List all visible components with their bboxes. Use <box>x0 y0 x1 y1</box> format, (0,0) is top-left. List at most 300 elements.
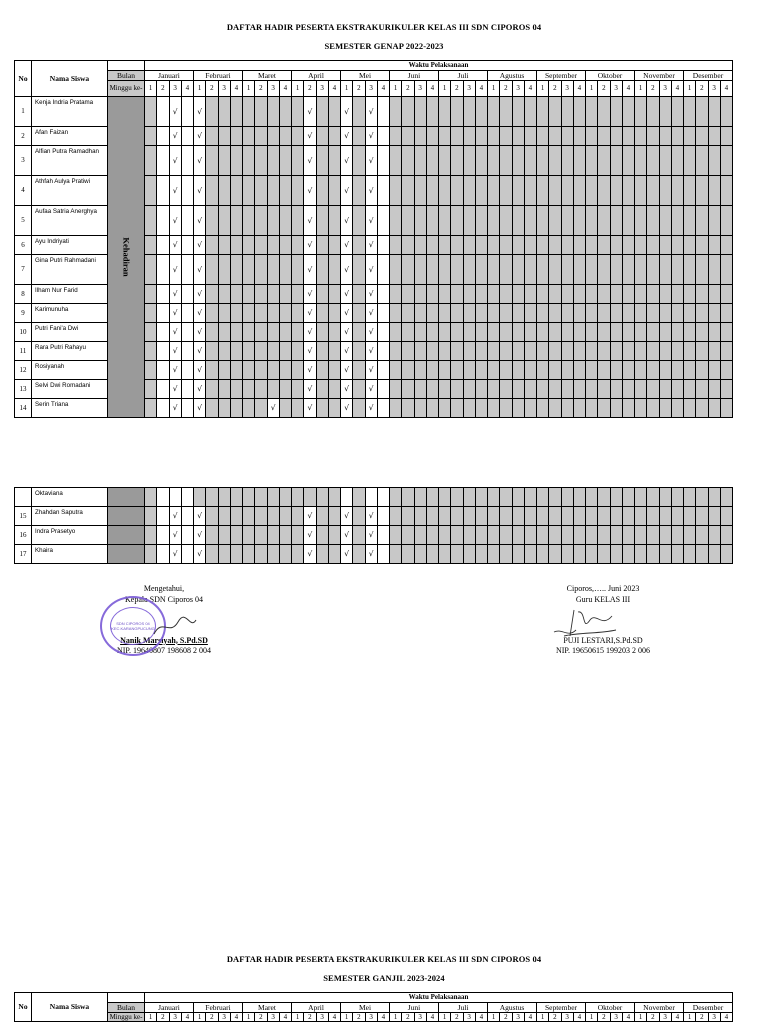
attendance-cell <box>292 97 304 127</box>
attendance-cell <box>549 176 561 206</box>
check-mark: √ <box>307 215 313 225</box>
attendance-cell <box>635 399 647 418</box>
attendance-side-cell <box>108 507 145 526</box>
attendance-cell <box>573 97 585 127</box>
week-number: 4 <box>671 81 683 97</box>
attendance-cell <box>157 488 169 507</box>
week-number: 1 <box>243 1013 255 1022</box>
check-mark: √ <box>307 403 313 412</box>
check-mark: √ <box>368 131 374 140</box>
attendance-cell <box>573 526 585 545</box>
attendance-cell <box>647 285 659 304</box>
week-number: 2 <box>451 81 463 97</box>
attendance-cell <box>267 255 279 285</box>
attendance-cell <box>488 176 500 206</box>
attendance-cell <box>671 361 683 380</box>
attendance-cell <box>708 146 720 176</box>
attendance-cell <box>610 176 622 206</box>
attendance-cell <box>659 545 671 564</box>
attendance-cell <box>218 304 230 323</box>
attendance-cell <box>475 255 487 285</box>
stamp-text: SDN CIPOROS 04 KEC.KARANGPUCUNG <box>110 607 156 645</box>
attendance-cell <box>328 342 340 361</box>
week-number: 4 <box>181 81 193 97</box>
attendance-cell <box>377 285 389 304</box>
attendance-cell <box>647 146 659 176</box>
attendance-cell <box>708 304 720 323</box>
attendance-cell <box>377 206 389 236</box>
attendance-cell <box>524 97 536 127</box>
attendance-cell <box>145 285 157 304</box>
attendance-cell <box>377 507 389 526</box>
attendance-check <box>341 97 353 127</box>
attendance-cell <box>267 146 279 176</box>
attendance-cell <box>561 255 573 285</box>
week-number: 3 <box>512 81 524 97</box>
attendance-check <box>194 323 206 342</box>
attendance-cell <box>561 127 573 146</box>
row-number: 11 <box>15 342 32 361</box>
row-number: 3 <box>15 146 32 176</box>
attendance-cell <box>671 507 683 526</box>
month-header: Januari <box>145 71 194 81</box>
attendance-cell <box>708 507 720 526</box>
attendance-cell <box>598 545 610 564</box>
attendance-check <box>304 97 316 127</box>
attendance-cell <box>622 361 634 380</box>
attendance-cell <box>488 526 500 545</box>
month-header: April <box>292 1003 341 1013</box>
teacher-signature-scribble <box>552 608 622 642</box>
attendance-cell <box>218 97 230 127</box>
attendance-cell <box>475 176 487 206</box>
student-name: Rosiyanah <box>32 361 108 380</box>
attendance-cell <box>671 97 683 127</box>
attendance-cell <box>524 399 536 418</box>
attendance-cell <box>512 127 524 146</box>
attendance-cell <box>426 361 438 380</box>
attendance-cell <box>512 304 524 323</box>
week-number: 3 <box>708 1013 720 1022</box>
attendance-cell <box>243 97 255 127</box>
attendance-cell <box>243 127 255 146</box>
attendance-cell <box>684 255 696 285</box>
week-number: 2 <box>353 81 365 97</box>
attendance-cell <box>708 399 720 418</box>
attendance-cell <box>573 342 585 361</box>
attendance-cell <box>463 236 475 255</box>
attendance-cell <box>353 342 365 361</box>
week-number: 2 <box>206 81 218 97</box>
attendance-cell <box>586 323 598 342</box>
attendance-cell <box>475 285 487 304</box>
attendance-cell <box>524 304 536 323</box>
attendance-cell <box>426 146 438 176</box>
attendance-side-label <box>108 97 145 418</box>
attendance-cell <box>316 97 328 127</box>
attendance-cell <box>647 304 659 323</box>
attendance-check <box>341 526 353 545</box>
attendance-cell <box>426 526 438 545</box>
attendance-cell <box>537 97 549 127</box>
attendance-cell <box>426 304 438 323</box>
col-name-header: Nama Siswa <box>32 61 108 97</box>
attendance-check <box>304 399 316 418</box>
attendance-check <box>341 545 353 564</box>
attendance-cell <box>218 127 230 146</box>
row-number: 13 <box>15 380 32 399</box>
month-header: Agustus <box>488 71 537 81</box>
attendance-cell <box>512 399 524 418</box>
attendance-check <box>169 361 181 380</box>
attendance-cell <box>598 361 610 380</box>
attendance-cell <box>328 526 340 545</box>
week-number: 2 <box>451 1013 463 1022</box>
attendance-cell <box>463 507 475 526</box>
attendance-cell <box>230 176 242 206</box>
attendance-check <box>341 146 353 176</box>
attendance-cell <box>145 361 157 380</box>
attendance-cell <box>451 304 463 323</box>
attendance-cell <box>549 342 561 361</box>
attendance-cell <box>230 526 242 545</box>
attendance-cell <box>488 255 500 285</box>
week-number: 4 <box>377 81 389 97</box>
attendance-cell <box>145 380 157 399</box>
check-mark: √ <box>344 327 350 336</box>
attendance-cell <box>316 146 328 176</box>
attendance-cell <box>610 127 622 146</box>
attendance-cell <box>353 206 365 236</box>
attendance-cell <box>377 97 389 127</box>
attendance-check <box>169 255 181 285</box>
attendance-cell <box>292 380 304 399</box>
attendance-cell <box>537 236 549 255</box>
week-number: 3 <box>414 81 426 97</box>
table-row <box>15 488 733 507</box>
attendance-cell <box>353 304 365 323</box>
table-row <box>15 507 733 526</box>
attendance-cell <box>549 399 561 418</box>
attendance-cell <box>414 127 426 146</box>
attendance-cell <box>586 361 598 380</box>
attendance-check <box>304 146 316 176</box>
attendance-check <box>194 361 206 380</box>
attendance-cell <box>463 206 475 236</box>
attendance-cell <box>524 236 536 255</box>
week-number: 4 <box>181 1013 193 1022</box>
attendance-cell <box>598 304 610 323</box>
check-mark: √ <box>344 403 350 412</box>
week-number: 4 <box>328 1013 340 1022</box>
attendance-cell <box>622 545 634 564</box>
attendance-check <box>365 176 377 206</box>
attendance-cell <box>377 304 389 323</box>
attendance-cell <box>353 176 365 206</box>
attendance-cell <box>255 255 267 285</box>
attendance-cell <box>243 507 255 526</box>
attendance-cell <box>659 285 671 304</box>
week-number: 1 <box>390 81 402 97</box>
attendance-cell <box>157 304 169 323</box>
attendance-cell <box>475 97 487 127</box>
attendance-cell <box>243 399 255 418</box>
attendance-cell <box>573 236 585 255</box>
attendance-cell <box>647 255 659 285</box>
attendance-check <box>341 323 353 342</box>
attendance-check <box>304 285 316 304</box>
check-mark: √ <box>368 365 374 374</box>
check-mark: √ <box>197 549 203 558</box>
check-mark: √ <box>344 185 350 195</box>
attendance-cell <box>181 206 193 236</box>
attendance-cell <box>647 380 659 399</box>
row-number <box>15 488 32 507</box>
attendance-check <box>304 255 316 285</box>
attendance-cell <box>218 488 230 507</box>
attendance-cell <box>684 176 696 206</box>
attendance-cell <box>549 507 561 526</box>
attendance-cell <box>267 342 279 361</box>
attendance-cell <box>414 380 426 399</box>
attendance-cell <box>573 380 585 399</box>
attendance-cell <box>353 97 365 127</box>
attendance-cell <box>390 285 402 304</box>
attendance-cell <box>206 304 218 323</box>
attendance-cell <box>414 146 426 176</box>
attendance-cell <box>181 342 193 361</box>
attendance-cell <box>586 285 598 304</box>
check-mark: √ <box>197 530 203 539</box>
attendance-cell <box>622 236 634 255</box>
attendance-cell <box>622 399 634 418</box>
check-mark: √ <box>197 106 203 116</box>
attendance-cell <box>659 323 671 342</box>
attendance-cell <box>390 127 402 146</box>
month-header: Maret <box>243 71 292 81</box>
attendance-cell <box>439 304 451 323</box>
attendance-cell <box>230 146 242 176</box>
attendance-cell <box>512 236 524 255</box>
attendance-cell <box>549 236 561 255</box>
check-mark: √ <box>172 511 178 520</box>
attendance-cell <box>500 399 512 418</box>
attendance-cell <box>279 97 291 127</box>
attendance-cell <box>622 323 634 342</box>
attendance-cell <box>353 323 365 342</box>
month-header: Mei <box>341 1003 390 1013</box>
attendance-cell <box>426 206 438 236</box>
attendance-cell <box>157 206 169 236</box>
attendance-cell <box>549 285 561 304</box>
attendance-cell <box>684 526 696 545</box>
attendance-cell <box>316 488 328 507</box>
week-number: 4 <box>475 81 487 97</box>
attendance-cell <box>696 507 708 526</box>
attendance-cell <box>426 127 438 146</box>
sig-right-line1: Ciporos,….. Juni 2023 <box>566 584 640 593</box>
attendance-cell <box>426 507 438 526</box>
attendance-cell <box>635 285 647 304</box>
attendance-cell <box>463 342 475 361</box>
week-number: 4 <box>279 81 291 97</box>
attendance-cell <box>635 176 647 206</box>
student-name: Zhahdan Saputra <box>32 507 108 526</box>
attendance-cell <box>696 146 708 176</box>
attendance-cell <box>573 146 585 176</box>
attendance-cell <box>696 97 708 127</box>
check-mark: √ <box>197 365 203 374</box>
week-number: 3 <box>561 1013 573 1022</box>
attendance-check <box>169 176 181 206</box>
attendance-cell <box>328 545 340 564</box>
check-mark: √ <box>307 106 313 116</box>
month-header: Desember <box>684 1003 733 1013</box>
table-row <box>15 526 733 545</box>
student-name: Aufaa Satria Anerghya <box>32 206 108 236</box>
attendance-cell <box>659 526 671 545</box>
attendance-cell <box>537 507 549 526</box>
attendance-check <box>341 304 353 323</box>
attendance-cell <box>279 127 291 146</box>
attendance-cell <box>439 399 451 418</box>
row-number: 7 <box>15 255 32 285</box>
attendance-cell <box>292 545 304 564</box>
table-row <box>15 97 733 127</box>
attendance-cell <box>279 255 291 285</box>
attendance-check <box>304 361 316 380</box>
attendance-cell <box>708 176 720 206</box>
attendance-cell <box>720 127 732 146</box>
attendance-cell <box>524 285 536 304</box>
attendance-cell <box>647 526 659 545</box>
attendance-cell <box>377 146 389 176</box>
attendance-cell <box>622 176 634 206</box>
attendance-cell <box>610 236 622 255</box>
attendance-cell <box>218 526 230 545</box>
attendance-cell <box>561 399 573 418</box>
attendance-cell <box>426 176 438 206</box>
attendance-cell <box>255 285 267 304</box>
check-mark: √ <box>172 131 178 140</box>
attendance-cell <box>537 361 549 380</box>
attendance-cell <box>157 176 169 206</box>
attendance-check <box>341 361 353 380</box>
attendance-cell <box>218 399 230 418</box>
check-mark: √ <box>368 240 374 249</box>
attendance-cell <box>598 526 610 545</box>
attendance-cell <box>402 146 414 176</box>
attendance-cell <box>451 399 463 418</box>
attendance-cell <box>230 507 242 526</box>
attendance-cell <box>292 507 304 526</box>
check-mark: √ <box>307 365 313 374</box>
attendance-cell <box>671 255 683 285</box>
attendance-cell <box>573 206 585 236</box>
attendance-cell <box>622 380 634 399</box>
attendance-cell <box>659 304 671 323</box>
attendance-cell <box>537 206 549 236</box>
attendance-cell <box>365 488 377 507</box>
attendance-check <box>365 236 377 255</box>
attendance-cell <box>218 507 230 526</box>
attendance-cell <box>598 146 610 176</box>
week-number: 3 <box>316 81 328 97</box>
attendance-cell <box>512 507 524 526</box>
week-number: 1 <box>684 81 696 97</box>
attendance-check <box>169 380 181 399</box>
attendance-cell <box>488 206 500 236</box>
attendance-cell <box>635 380 647 399</box>
attendance-cell <box>279 545 291 564</box>
attendance-cell <box>353 255 365 285</box>
attendance-cell <box>647 206 659 236</box>
attendance-cell <box>145 323 157 342</box>
attendance-cell <box>647 97 659 127</box>
attendance-check <box>169 206 181 236</box>
attendance-cell <box>598 176 610 206</box>
student-name: Ilham Nur Farid <box>32 285 108 304</box>
student-name: Karimunuha <box>32 304 108 323</box>
attendance-cell <box>316 127 328 146</box>
attendance-cell <box>279 488 291 507</box>
attendance-cell <box>316 285 328 304</box>
kehadiran-label: Kehadiran <box>121 237 132 277</box>
attendance-cell <box>390 146 402 176</box>
attendance-cell <box>537 488 549 507</box>
attendance-cell <box>463 127 475 146</box>
attendance-check <box>304 507 316 526</box>
attendance-cell <box>414 206 426 236</box>
week-number: 2 <box>500 1013 512 1022</box>
attendance-cell <box>659 380 671 399</box>
attendance-cell <box>377 323 389 342</box>
attendance-cell <box>414 255 426 285</box>
attendance-cell <box>377 361 389 380</box>
attendance-cell <box>573 488 585 507</box>
attendance-cell <box>181 507 193 526</box>
attendance-cell <box>512 146 524 176</box>
attendance-cell <box>316 176 328 206</box>
attendance-cell <box>414 545 426 564</box>
week-number: 4 <box>622 81 634 97</box>
attendance-cell <box>610 97 622 127</box>
check-mark: √ <box>197 346 203 355</box>
attendance-cell <box>390 97 402 127</box>
attendance-cell <box>255 488 267 507</box>
attendance-cell <box>475 488 487 507</box>
attendance-cell <box>561 545 573 564</box>
attendance-check <box>341 342 353 361</box>
attendance-check <box>341 255 353 285</box>
semester-title-2: SEMESTER GANJIL 2023-2024 <box>323 973 445 983</box>
attendance-cell <box>377 236 389 255</box>
attendance-cell <box>145 545 157 564</box>
attendance-cell <box>206 255 218 285</box>
attendance-cell <box>598 236 610 255</box>
week-number: 2 <box>402 1013 414 1022</box>
week-number: 4 <box>230 1013 242 1022</box>
attendance-cell <box>537 380 549 399</box>
attendance-cell <box>475 342 487 361</box>
check-mark: √ <box>368 155 374 165</box>
attendance-cell <box>635 127 647 146</box>
attendance-cell <box>549 526 561 545</box>
attendance-cell <box>402 236 414 255</box>
attendance-cell <box>439 507 451 526</box>
week-number: 3 <box>218 81 230 97</box>
attendance-cell <box>549 255 561 285</box>
